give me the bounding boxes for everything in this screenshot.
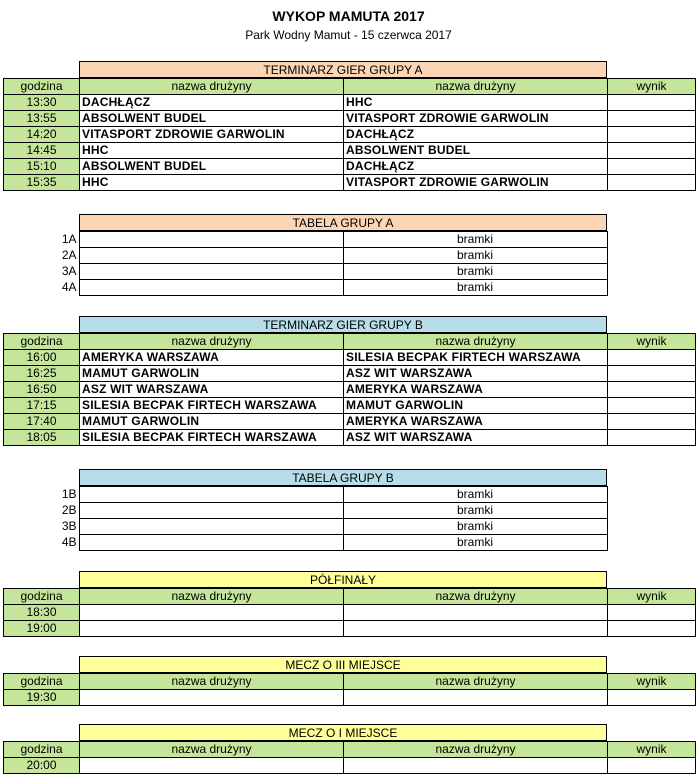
header-away-team: nazwa drużyny <box>344 79 608 95</box>
position-label: 2B <box>61 503 77 517</box>
result-cell[interactable] <box>608 350 696 366</box>
home-team[interactable]: MAMUT GARWOLIN <box>80 414 344 430</box>
home-team[interactable]: AMERYKA WARSZAWA <box>80 350 344 366</box>
header-time: godzina <box>4 742 80 758</box>
header-away-team: nazwa drużyny <box>344 334 608 350</box>
result-cell[interactable] <box>608 366 696 382</box>
home-team[interactable] <box>80 621 344 637</box>
table-row <box>0 519 607 535</box>
result-cell[interactable] <box>608 111 696 127</box>
match-time: 14:20 <box>4 127 80 143</box>
header-time: godzina <box>4 79 80 95</box>
goals-cell[interactable]: bramki <box>343 232 607 248</box>
header-home-team: nazwa drużyny <box>80 334 344 350</box>
header-away-team: nazwa drużyny <box>344 742 608 758</box>
header-time: godzina <box>4 674 80 690</box>
home-team[interactable] <box>80 690 344 706</box>
position-label: 3B <box>61 519 77 533</box>
position-label: 2A <box>61 248 77 262</box>
goals-cell[interactable]: bramki <box>343 535 607 551</box>
group-b-schedule-title: TERMINARZ GIER GRUPY B <box>79 316 607 333</box>
away-team[interactable]: ABSOLWENT BUDEL <box>344 143 608 159</box>
page-subtitle: Park Wodny Mamut - 15 czerwca 2017 <box>245 28 452 42</box>
semifinals-title: PÓŁFINAŁY <box>79 571 607 588</box>
table-row <box>4 690 696 706</box>
match-time: 15:10 <box>4 159 80 175</box>
header-result: wynik <box>608 589 696 605</box>
position-label: 1A <box>61 232 77 246</box>
away-team[interactable]: AMERYKA WARSZAWA <box>344 382 608 398</box>
table-row <box>4 95 696 111</box>
final-table <box>3 741 696 774</box>
match-time: 14:45 <box>4 143 80 159</box>
match-time: 16:25 <box>4 366 80 382</box>
team-cell[interactable] <box>79 535 343 551</box>
away-team[interactable] <box>344 621 608 637</box>
table-row <box>4 414 696 430</box>
group-a-standings-table <box>0 231 608 296</box>
table-row <box>0 264 607 280</box>
home-team[interactable]: ASZ WIT WARSZAWA <box>80 382 344 398</box>
team-cell[interactable] <box>79 264 343 280</box>
result-cell[interactable] <box>608 127 696 143</box>
table-row <box>4 605 696 621</box>
home-team[interactable] <box>80 758 344 774</box>
team-cell[interactable] <box>79 487 343 503</box>
third-place-table <box>3 673 696 706</box>
header-time: godzina <box>4 589 80 605</box>
table-row <box>4 350 696 366</box>
table-row <box>4 111 696 127</box>
table-row <box>4 382 696 398</box>
away-team[interactable]: ASZ WIT WARSZAWA <box>344 430 608 446</box>
away-team[interactable] <box>344 758 608 774</box>
page-title: WYKOP MAMUTA 2017 <box>272 8 425 24</box>
header-time: godzina <box>4 334 80 350</box>
team-cell[interactable] <box>79 503 343 519</box>
header-away-team: nazwa drużyny <box>344 674 608 690</box>
result-cell[interactable] <box>608 621 696 637</box>
home-team[interactable]: SILESIA BECPAK FIRTECH WARSZAWA <box>80 398 344 414</box>
group-a-standings-title: TABELA GRUPY A <box>79 214 607 231</box>
home-team[interactable]: SILESIA BECPAK FIRTECH WARSZAWA <box>80 430 344 446</box>
result-cell[interactable] <box>608 758 696 774</box>
table-row <box>4 159 696 175</box>
header-home-team: nazwa drużyny <box>80 742 344 758</box>
away-team[interactable]: VITASPORT ZDROWIE GARWOLIN <box>344 175 608 191</box>
group-b-standings-table <box>0 486 608 551</box>
team-cell[interactable] <box>79 280 343 296</box>
match-time: 20:00 <box>4 758 80 774</box>
home-team[interactable]: HHC <box>80 143 344 159</box>
table-row <box>0 503 607 519</box>
header-result: wynik <box>608 742 696 758</box>
table-row <box>4 143 696 159</box>
home-team[interactable]: HHC <box>80 175 344 191</box>
away-team[interactable]: HHC <box>344 95 608 111</box>
table-row <box>0 248 607 264</box>
group-a-schedule-title: TERMINARZ GIER GRUPY A <box>79 61 607 78</box>
third-place-title: MECZ O III MIEJSCE <box>79 656 607 673</box>
table-row <box>4 127 696 143</box>
result-cell[interactable] <box>608 690 696 706</box>
away-team[interactable]: DACHŁĄCZ <box>344 159 608 175</box>
table-row <box>4 621 696 637</box>
table-row <box>4 758 696 774</box>
away-team[interactable] <box>344 605 608 621</box>
position-label: 3A <box>61 264 77 278</box>
table-row <box>0 232 607 248</box>
away-team[interactable]: AMERYKA WARSZAWA <box>344 414 608 430</box>
table-row <box>4 398 696 414</box>
goals-cell[interactable]: bramki <box>343 519 607 535</box>
result-cell[interactable] <box>608 143 696 159</box>
result-cell[interactable] <box>608 382 696 398</box>
table-row <box>4 366 696 382</box>
match-time: 16:50 <box>4 382 80 398</box>
result-cell[interactable] <box>608 159 696 175</box>
position-label: 4B <box>61 535 77 549</box>
match-time: 18:05 <box>4 430 80 446</box>
home-team[interactable]: ABSOLWENT BUDEL <box>80 111 344 127</box>
header-home-team: nazwa drużyny <box>80 674 344 690</box>
home-team[interactable]: DACHŁĄCZ <box>80 95 344 111</box>
goals-cell[interactable]: bramki <box>343 487 607 503</box>
header-result: wynik <box>608 79 696 95</box>
home-team[interactable] <box>80 605 344 621</box>
result-cell[interactable] <box>608 95 696 111</box>
team-cell[interactable] <box>79 248 343 264</box>
header-result: wynik <box>608 674 696 690</box>
table-row <box>0 487 607 503</box>
group-b-standings-title: TABELA GRUPY B <box>79 469 607 486</box>
match-time: 19:30 <box>4 690 80 706</box>
table-row <box>0 535 607 551</box>
header-home-team: nazwa drużyny <box>80 589 344 605</box>
match-time: 17:40 <box>4 414 80 430</box>
table-row <box>4 175 696 191</box>
team-cell[interactable] <box>79 519 343 535</box>
away-team[interactable]: ASZ WIT WARSZAWA <box>344 366 608 382</box>
goals-cell[interactable]: bramki <box>343 280 607 296</box>
home-team[interactable]: MAMUT GARWOLIN <box>80 366 344 382</box>
match-time: 18:30 <box>4 605 80 621</box>
match-time: 19:00 <box>4 621 80 637</box>
result-cell[interactable] <box>608 398 696 414</box>
away-team[interactable]: MAMUT GARWOLIN <box>344 398 608 414</box>
match-time: 13:30 <box>4 95 80 111</box>
semifinals-table <box>3 588 696 637</box>
table-row <box>0 280 607 296</box>
group-a-schedule-table <box>3 78 696 191</box>
header-result: wynik <box>608 334 696 350</box>
position-label: 4A <box>61 280 77 294</box>
home-team[interactable]: ABSOLWENT BUDEL <box>80 159 344 175</box>
goals-cell[interactable]: bramki <box>343 503 607 519</box>
table-row <box>4 430 696 446</box>
group-b-schedule-table <box>3 333 696 446</box>
position-label: 1B <box>61 487 77 501</box>
final-title: MECZ O I MIEJSCE <box>79 724 607 741</box>
away-team[interactable] <box>344 690 608 706</box>
result-cell[interactable] <box>608 430 696 446</box>
result-cell[interactable] <box>608 605 696 621</box>
away-team[interactable]: VITASPORT ZDROWIE GARWOLIN <box>344 111 608 127</box>
goals-cell[interactable]: bramki <box>343 264 607 280</box>
header-away-team: nazwa drużyny <box>344 589 608 605</box>
match-time: 15:35 <box>4 175 80 191</box>
away-team[interactable]: DACHŁĄCZ <box>344 127 608 143</box>
away-team[interactable]: SILESIA BECPAK FIRTECH WARSZAWA <box>344 350 608 366</box>
home-team[interactable]: VITASPORT ZDROWIE GARWOLIN <box>80 127 344 143</box>
match-time: 17:15 <box>4 398 80 414</box>
result-cell[interactable] <box>608 414 696 430</box>
team-cell[interactable] <box>79 232 343 248</box>
header-home-team: nazwa drużyny <box>80 79 344 95</box>
match-time: 16:00 <box>4 350 80 366</box>
result-cell[interactable] <box>608 175 696 191</box>
goals-cell[interactable]: bramki <box>343 248 607 264</box>
match-time: 13:55 <box>4 111 80 127</box>
